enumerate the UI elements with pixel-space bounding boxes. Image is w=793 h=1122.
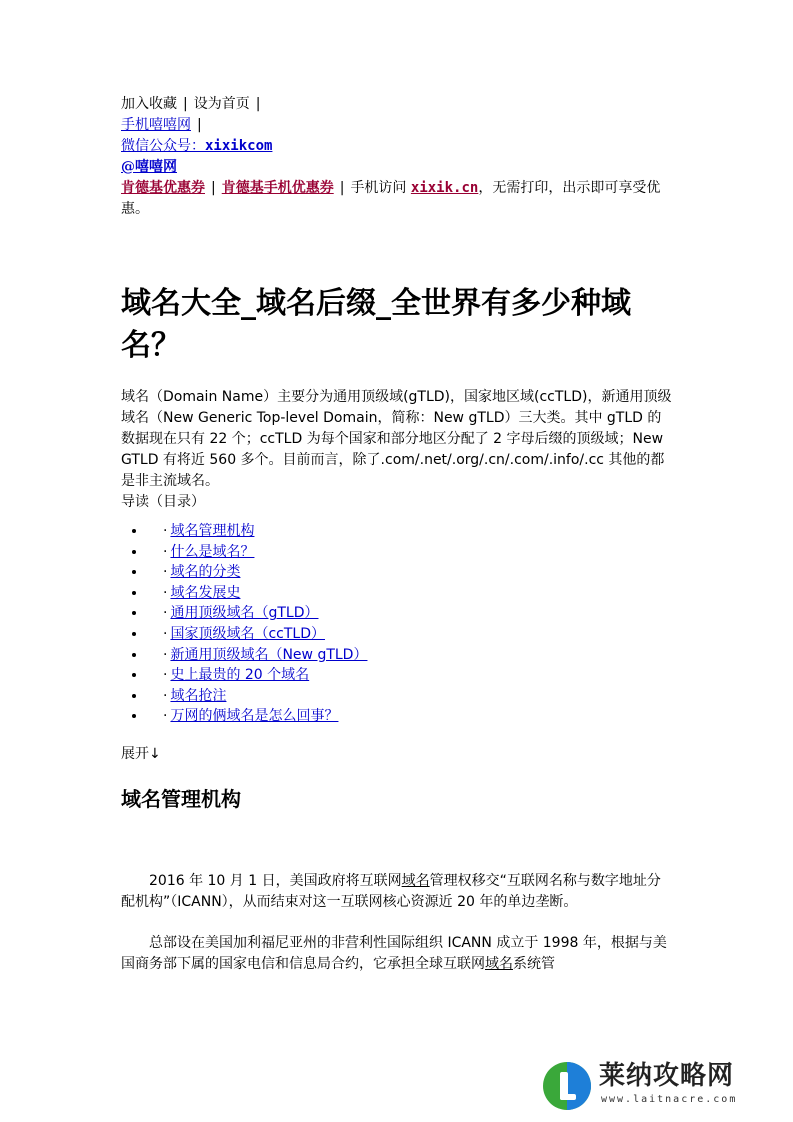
toc-link[interactable]: 通用顶级域名（gTLD） bbox=[170, 605, 319, 622]
separator: | bbox=[339, 180, 345, 196]
toc-link[interactable]: 什么是域名？ bbox=[170, 543, 255, 560]
separator: | bbox=[183, 96, 188, 112]
wechat-id: xixikcom bbox=[205, 138, 273, 154]
toc-bullet: · bbox=[163, 584, 168, 601]
toc-label: 导读（目录） bbox=[121, 494, 205, 510]
toc-item bbox=[147, 521, 673, 542]
toc-item bbox=[147, 603, 673, 624]
domain-link[interactable]: 域名 bbox=[401, 872, 430, 889]
paragraph-1 bbox=[121, 871, 673, 913]
watermark-name: 莱纳攻略网 bbox=[599, 1061, 735, 1091]
toc-bullet: · bbox=[163, 667, 168, 684]
toc-item bbox=[147, 686, 673, 707]
separator: | bbox=[197, 117, 202, 133]
kfc-coupon-link[interactable]: 肯德基优惠券 bbox=[121, 180, 205, 196]
mobile-site-link[interactable]: 手机嘻嘻网 bbox=[121, 117, 191, 133]
toc-link[interactable]: 域名发展史 bbox=[170, 584, 241, 601]
toc-link[interactable]: 新通用顶级域名（New gTLD） bbox=[170, 646, 368, 663]
add-favorite-link[interactable]: 加入收藏 bbox=[121, 96, 177, 112]
toc-bullet: · bbox=[163, 646, 168, 663]
toc-link[interactable]: 域名管理机构 bbox=[170, 523, 255, 539]
wechat-link[interactable] bbox=[121, 138, 272, 154]
separator: | bbox=[211, 180, 216, 196]
top-links bbox=[121, 94, 673, 220]
toc-item bbox=[147, 583, 673, 604]
para1-text-after: 管理权移交“互联网名称与数字地址分配机构”（ICANN），从而结束对这一互联网核心资源近 20 年的单边垄断。 bbox=[121, 872, 661, 910]
top-line-1 bbox=[121, 94, 673, 115]
toc-item bbox=[147, 562, 673, 583]
expand-toggle[interactable]: 展开↓ bbox=[121, 745, 161, 762]
site-watermark bbox=[541, 1058, 781, 1114]
separator: | bbox=[255, 96, 261, 112]
set-homepage-link[interactable]: 设为首页 bbox=[193, 96, 250, 112]
para1-text-before: 2016 年 10 月 1 日，美国政府将互联网 bbox=[149, 872, 402, 889]
toc-link[interactable]: 万网的俩域名是怎么回事？ bbox=[170, 708, 339, 725]
coupon-line bbox=[121, 178, 673, 220]
para2-text-before: 总部设在美国加利福尼亚州的非营利性国际组织 ICANN 成立于 1998 年，根据与美国商务部下属的国家电信和信息局合约，它承担全球互联网 bbox=[121, 934, 667, 972]
para2-text-after: 系统管 bbox=[513, 955, 555, 972]
page-title: 域名大全_域名后缀_全世界有多少种域名？ bbox=[121, 286, 631, 363]
toc-link[interactable]: 域名的分类 bbox=[170, 564, 241, 581]
toc-item bbox=[147, 542, 673, 563]
toc-bullet: · bbox=[163, 625, 168, 642]
mobile-visit-prefix: 手机访问 bbox=[350, 180, 407, 196]
toc-link[interactable]: 国家顶级域名（ccTLD） bbox=[170, 625, 325, 642]
toc-bullet: · bbox=[163, 708, 168, 725]
toc-bullet: · bbox=[163, 523, 168, 539]
toc-bullet: · bbox=[163, 564, 168, 581]
toc-item bbox=[147, 624, 673, 645]
intro-paragraph: 域名（Domain Name）主要分为通用顶级域(gTLD)，国家地区域(ccTLD)，新通用顶级域名（New Generic Top-level Domain，简称：New gTLD）三大类。其中 gTLD 的数据现在只有 22 个；ccTLD 为每个国家和部分地区分配了 2 字母后缀的顶级域；New GTLD 有将近 560 多个。目前而言，除了.com/.net/.org/.cn/.com/.info/.cc 其他的都是非主流域名。 bbox=[121, 389, 672, 489]
toc-item bbox=[147, 645, 673, 666]
section-title: 域名管理机构 bbox=[121, 786, 241, 811]
table-of-contents bbox=[121, 521, 673, 727]
watermark-logo-icon bbox=[541, 1060, 593, 1112]
top-line-2 bbox=[121, 115, 673, 136]
wechat-label: 微信公众号： bbox=[121, 138, 205, 154]
document-page bbox=[121, 94, 673, 975]
paragraph-2 bbox=[121, 933, 673, 975]
kfc-mobile-coupon-link[interactable]: 肯德基手机优惠券 bbox=[221, 180, 334, 196]
weibo-handle-link[interactable]: @嘻嘻网 bbox=[121, 159, 177, 175]
mobile-visit-suffix: ，无需打印，出示即可享受优惠。 bbox=[121, 180, 661, 217]
toc-item bbox=[147, 706, 673, 727]
toc-bullet: · bbox=[163, 543, 168, 560]
toc-link[interactable]: 史上最贵的 20 个域名 bbox=[170, 667, 310, 684]
domain-link[interactable]: 域名 bbox=[485, 955, 513, 972]
watermark-url: www.laitnacre.com bbox=[601, 1094, 738, 1105]
mobile-visit-domain-link[interactable]: xixik.cn bbox=[410, 180, 479, 196]
toc-link[interactable]: 域名抢注 bbox=[170, 687, 227, 704]
top-line-3 bbox=[121, 136, 673, 157]
toc-bullet: · bbox=[163, 605, 168, 622]
toc-item bbox=[147, 665, 673, 686]
toc-bullet: · bbox=[163, 687, 168, 704]
